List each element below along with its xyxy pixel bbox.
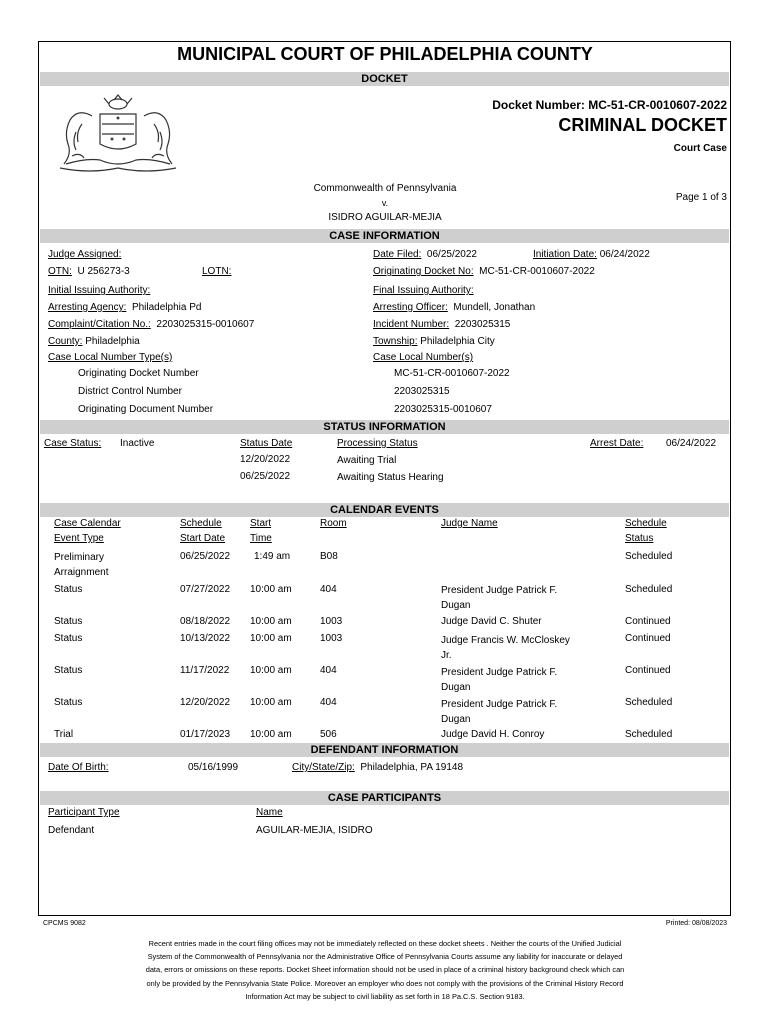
arresting-agency-label: Arresting Agency: [48,302,127,313]
final-authority-label: Final Issuing Authority: [373,285,474,296]
local-type: Originating Docket Number [78,368,199,379]
otn-row [48,266,130,277]
case-status-label: Case Status: [44,438,102,449]
dob-value: 05/16/1999 [188,762,239,773]
event-judge: President Judge Patrick F. [441,585,558,596]
col-room: Room [320,518,347,529]
event-room: 404 [320,665,337,676]
status-date-label: Status Date [240,438,293,449]
incident-label: Incident Number: [373,319,450,330]
event-status: Continued [625,633,671,644]
dob-label: Date Of Birth: [48,762,109,773]
pennsylvania-seal-icon [52,94,184,176]
event-type: Preliminary [54,552,105,563]
col-schedule: Schedule [180,518,222,529]
originating-docket-value: MC-51-CR-0010607-2022 [479,266,595,277]
status-date: 12/20/2022 [240,454,291,465]
event-status: Continued [625,616,671,627]
event-time: 10:00 am [250,729,292,740]
event-judge-2: Jr. [441,650,452,661]
county-label: County: [48,336,83,347]
col-start-date: Start Date [180,533,226,544]
case-participants-heading: CASE PARTICIPANTS [40,791,729,805]
local-type: Originating Document Number [78,404,214,415]
event-judge: Judge David C. Shuter [441,616,542,627]
date-filed-label: Date Filed: [373,249,422,260]
participant-type: Defendant [48,825,95,836]
date-filed-value: 06/25/2022 [426,249,477,260]
originating-docket-row [373,266,595,277]
township-value: Philadelphia City [420,336,495,347]
county-row [48,336,140,347]
printed-date: Printed: 08/08/2023 [665,920,727,927]
col-schedule-status: Schedule [625,518,667,529]
event-type: Status [54,616,83,627]
event-judge: President Judge Patrick F. [441,699,558,710]
arresting-officer-label: Arresting Officer: [373,302,448,313]
event-room: 1003 [320,633,343,644]
event-time: 10:00 am [250,584,292,595]
participant-type-label: Participant Type [48,807,120,818]
col-event-type-2: Event Type [54,533,104,544]
local-types-label: Case Local Number Type(s) [48,352,173,363]
page-number: Page 1 of 3 [675,192,727,203]
event-room: 506 [320,729,337,740]
disclaimer-line: only be provided by the Pennsylvania State Police. Moreover an employer who does not comply with the provisions of the Criminal History Record [146,978,624,988]
county-value: Philadelphia [85,336,140,347]
col-time: Time [250,533,272,544]
event-time: 10:00 am [250,697,292,708]
local-type: District Control Number [78,386,182,397]
local-number: MC-51-CR-0010607-2022 [394,368,510,379]
township-row [373,336,495,347]
event-judge-2: Dugan [441,600,471,611]
initiation-date-label: Initiation Date: [533,249,597,260]
initiation-date-row [533,249,650,260]
event-date: 12/20/2022 [180,697,231,708]
event-type: Status [54,697,83,708]
event-type: Status [54,633,83,644]
event-time: 10:00 am [250,616,292,627]
event-judge-2: Dugan [441,714,471,725]
local-number: 2203025315 [394,386,450,397]
complaint-value: 2203025315-0010607 [156,319,255,330]
event-date: 08/18/2022 [180,616,231,627]
otn-label: OTN: [48,266,72,277]
initiation-date-value: 06/24/2022 [599,249,650,260]
event-type: Trial [54,729,74,740]
event-room: 404 [320,697,337,708]
event-judge: Judge David H. Conroy [441,729,545,740]
event-date: 01/17/2023 [180,729,231,740]
date-filed-row [373,249,477,260]
lotn-label: LOTN: [202,266,232,277]
local-number: 2203025315-0010607 [394,404,492,415]
city-state-zip-label: City/State/Zip: [292,762,355,773]
arresting-agency-row [48,302,201,313]
participant-name-label: Name [256,807,283,818]
arrest-date-label: Arrest Date: [590,438,644,449]
local-numbers-label: Case Local Number(s) [373,352,474,363]
arresting-agency-value: Philadelphia Pd [131,302,202,313]
event-status: Scheduled [625,697,673,708]
disclaimer-line: Recent entries made in the court filing offices may not be immediately reflected on these docket sheets . Neither the courts of the Unified Judicial [148,939,622,948]
incident-value: 2203025315 [454,319,511,330]
docket-bar: DOCKET [40,72,729,86]
initial-authority-label: Initial Issuing Authority: [48,285,151,296]
event-status: Continued [625,665,671,676]
arresting-officer-value: Mundell, Jonathan [453,302,536,313]
event-time: 10:00 am [250,633,292,644]
event-date: 10/13/2022 [180,633,231,644]
docket-number: Docket Number: MC-51-CR-0010607-2022 [492,98,727,112]
case-information-heading: CASE INFORMATION [40,229,729,243]
disclaimer-line: data, errors or omissions on these reports. Docket Sheet information should not be used in place of a criminal history background check which can [145,965,625,975]
event-date: 07/27/2022 [180,584,231,595]
form-id: CPCMS 9082 [43,920,86,927]
event-room: 1003 [320,616,343,627]
event-type: Status [54,584,83,595]
caption-commonwealth: Commonwealth of Pennsylvania [313,183,457,194]
case-status-value: Inactive [120,438,155,449]
caption-defendant: ISIDRO AGUILAR-MEJIA [328,212,442,223]
disclaimer-line: Information Act may be subject to civil liability as set forth in 18 Pa.C.S. Section 9183. [245,991,525,1001]
city-state-zip-value: Philadelphia, PA 19148 [360,762,464,773]
court-case-label: Court Case [673,143,727,154]
disclaimer-line: System of the Commonwealth of Pennsylvania nor the Administrative Office of Pennsylvania Courts assume any liability for inaccurate or delayed [147,952,623,962]
event-date: 11/17/2022 [180,665,230,676]
event-date: 06/25/2022 [180,551,231,562]
event-judge-2: Dugan [441,682,471,693]
criminal-docket-title: CRIMINAL DOCKET [558,115,727,135]
col-judge-name: Judge Name [441,518,498,529]
event-status: Scheduled [625,551,673,562]
processing-status: Awaiting Trial [337,455,397,466]
defendant-information-heading: DEFENDANT INFORMATION [40,743,729,757]
event-type-2: Arraignment [54,567,109,578]
status-information-heading: STATUS INFORMATION [40,420,729,434]
court-title: MUNICIPAL COURT OF PHILADELPHIA COUNTY [177,44,593,64]
calendar-events-heading: CALENDAR EVENTS [40,503,729,517]
township-label: Township: [373,336,418,347]
complaint-row [48,319,254,330]
arresting-officer-row [373,302,535,313]
event-time: 10:00 am [250,665,292,676]
otn-value: U 256273-3 [77,266,130,277]
caption-versus: v. [381,198,389,208]
event-judge: Judge Francis W. McCloskey [441,635,570,646]
event-judge: President Judge Patrick F. [441,667,558,678]
judge-assigned-label: Judge Assigned: [48,249,122,260]
disclaimer [70,937,700,1003]
status-date: 06/25/2022 [240,471,291,482]
processing-status: Awaiting Status Hearing [337,472,444,483]
col-status: Status [625,533,654,544]
event-room: 404 [320,584,337,595]
event-status: Scheduled [625,729,673,740]
col-event-type: Case Calendar [54,518,121,529]
processing-status-label: Processing Status [337,438,418,449]
city-state-zip-row [292,762,463,773]
complaint-label: Complaint/Citation No.: [48,319,151,330]
col-start: Start [250,518,272,529]
originating-docket-label: Originating Docket No: [373,266,474,277]
event-time: 1:49 am [254,551,291,562]
event-status: Scheduled [625,584,673,595]
arrest-date-value: 06/24/2022 [666,438,717,449]
event-type: Status [54,665,83,676]
incident-row [373,319,510,330]
participant-name: AGUILAR-MEJIA, ISIDRO [256,825,373,836]
event-room: B08 [320,551,338,562]
